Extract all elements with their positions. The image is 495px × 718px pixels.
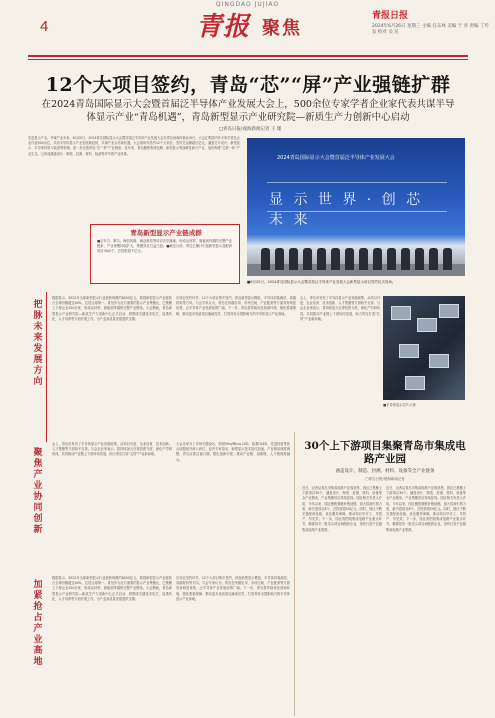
column-c: 会上，青岛市发布了半导体显示产业发展政策，从项目引进、企业培育、技术创新、人才集聚等方面给予支持。与会企业家表示，将持续加大在青投资力度，深化产学研协同，共同推动产业链上下游协同发展，助力青岛打造“芯屏”产业新高地。: [52, 442, 172, 457]
column-f: 在项目签约环节，12个大项目集中签约，涉及新型显示模组、半导体封装测试、高端材料等方向。与会专家认为，青岛在终端应用、市场空间、产业配套等方面具有明显优势，泛半导体产业发展前景广阔。下一步，青岛将持续优化营商环境，强化要素保障，推动更多优质项目落地见效，打造具有全国影响力的半导体显示产业高地。: [176, 576, 290, 601]
article2-col-2: 近日，记者从青岛市集成电路产业园获悉，园区已集聚上下游项目30个，涵盖设计、制造、封测、材料、设备等全产业链条，产业集聚效应持续显现。园区相关负责人介绍，今年以来，园区聚焦强链补链延链，加大招商引资力度，新引进项目8个，总投资超50亿元。同时，园区不断完善配套设施，优化服务保障，推动项目早开工、早投产、早见效。下一步，园区将围绕集成电路产业重点环节，精准招引一批龙头项目和配套企业，加快打造千亿级集成电路产业集群。: [386, 486, 466, 532]
summary-box-body: ■京东方、歌尔、海信视像、诚迈科技等项目先后落地，形成从材料、面板到终端的完整产业链条，产业规模持续扩大，集聚效应日益凸显。■截至目前，青岛已累计引进新型显示及配套项目30余个，总投资超千亿元。: [97, 239, 232, 253]
article2-col-1: 近日，记者从青岛市集成电路产业园获悉，园区已集聚上下游项目30个，涵盖设计、制造、封测、材料、设备等全产业链条，产业集聚效应持续显现。园区相关负责人介绍，今年以来，园区聚焦强链补链延链，加大招商引资力度，新引进项目8个，总投资超50亿元。同时，园区不断完善配套设施，优化服务保障，推动项目早开工、早投产、早见效。下一步，园区将围绕集成电路产业重点环节，精准招引一批龙头项目和配套企业，加快打造千亿级集成电路产业集群。: [302, 486, 382, 532]
screen-title: 2024青岛国际显示大会暨首届泛半导体产业发展大会: [277, 155, 395, 161]
main-byline: □青岛日报/观海新闻记者 王 瑾: [218, 127, 282, 132]
header-rule: [28, 55, 468, 57]
main-subheadline: 在2024青岛国际显示大会暨首届泛半导体产业发展大会上，500余位专家学者企业家代表共谋半导体显示产业“青岛机遇”，青岛新型显示产业研究院—新质生产力创新中心启动: [41, 99, 455, 123]
article2-subtitle: 涵盖设计、制造、封测、材料、设备等全产业链条: [335, 469, 435, 474]
intro-paragraph: 先进显示产业，并谋产业未来。6月25日，2024青岛国际显示大会暨首届泛半导体产业发展大会在青岛西海岸新区举行，大会汇集国内外专家学者及企业代表500余位，共话半导体显示产业发展新趋势，共谋产业合作新机遇。大会现场共签约12个大项目，签约总金额超百亿元，涵盖芯片设计、新型显示、半导体材料与装备等领域，进一步完善青岛“芯”“屏”产业链条。近年来，青岛聚焦集成电路、新型显示等战略性新兴产业，加快构建“芯屏一体”产业生态，已形成涵盖设计、制造、封测、材料、装备等环节的产业体系。: [28, 136, 240, 156]
column-b2: 会上，青岛市发布了半导体显示产业发展政策，从项目引进、企业培育、技术创新、人才集聚等方面给予支持。与会企业家表示，将持续加大在青投资力度，深化产学研协同，共同推动产业链上下游协同发展，助力青岛打造“芯屏”产业新高地。: [300, 296, 380, 321]
event-photo: [247, 138, 465, 276]
column-a: 数据显示，2023年全球新型显示行业营收规模约8000亿元，我国新型显示产业营收占全球份额超过40%，位居全球第一。青岛作为北方重要的显示产业集聚区，已集聚上下游企业100余家，形成从材料、面板到终端的完整产业链条。大会期间，青岛新型显示产业研究院—新质生产力创新中心正式启动，将围绕关键技术攻关、成果转化、人才培养等方面开展工作，为产业高质量发展提供支撑。: [52, 296, 172, 321]
header-rule-thin: [28, 59, 468, 60]
side-label-2: 聚焦产业协同创新: [33, 448, 43, 535]
brand-logo: 青报: [196, 12, 251, 42]
people-on-stage: [257, 244, 455, 270]
top-english-tag: QINGDAO JUJIAO: [215, 1, 280, 8]
photo-caption: ■6月25日，2024青岛国际显示大会暨首届泛半导体产业发展大会新型显示项目签约仪式现场。: [247, 280, 396, 284]
small-logo: 青报日报: [372, 11, 409, 21]
side-rule-1: [46, 292, 47, 442]
column-e: 数据显示，2023年全球新型显示行业营收规模约8000亿元，我国新型显示产业营收占全球份额超过40%，位居全球第一。青岛作为北方重要的显示产业集聚区，已集聚上下游企业100余家，形成从材料、面板到终端的完整产业链条。大会期间，青岛新型显示产业研究院—新质生产力创新中心正式启动，将围绕关键技术攻关、成果转化、人才培养等方面开展工作，为产业高质量发展提供支撑。: [52, 576, 172, 601]
summary-box-title: 青岛新型显示产业链成群: [130, 229, 202, 237]
side-label-3: 加紧抢占产业高地: [33, 580, 43, 667]
section-title: 聚焦: [262, 18, 302, 39]
chip-caption: ■半导体显示芯片示意: [383, 403, 416, 407]
side-label-1: 把脉未来发展方向: [33, 300, 43, 387]
chip-photo: [383, 296, 465, 400]
column-b: 在项目签约环节，12个大项目集中签约，涉及新型显示模组、半导体封装测试、高端材料等方向。与会专家认为，青岛在终端应用、市场空间、产业配套等方面具有明显优势，泛半导体产业发展前景广阔。下一步，青岛将持续优化营商环境，强化要素保障，推动更多优质项目落地见效，打造具有全国影响力的半导体显示产业高地。: [176, 296, 296, 316]
page-number: 4: [40, 18, 49, 35]
dateline: 2024年6月26日 星期三 主编 任东林 美编 于 青 责编 丁传发 校对 吴 民: [372, 24, 489, 35]
article2-title: 30个上下游项目集聚青岛市集成电路产业园: [304, 440, 466, 465]
article2-byline: □青岛日报/观海新闻记者: [365, 477, 405, 481]
main-headline: 12个大项目签约，青岛“芯”“屏”产业强链扩群: [45, 74, 451, 96]
screen-banner: 显 示 世 界 · 创 芯 未 来: [267, 182, 447, 212]
column-d: 大会还举办了多场专题论坛，围绕Mini/Micro LED、硅基OLED、先进封装等热点话题展开深入研讨。业内专家指出，新型显示技术迭代加速，产业格局深度调整，青岛应抓住窗口期，强化创新引领，推动产业链、创新链、人才链深度融合。: [176, 442, 290, 462]
summary-box: [90, 224, 240, 284]
